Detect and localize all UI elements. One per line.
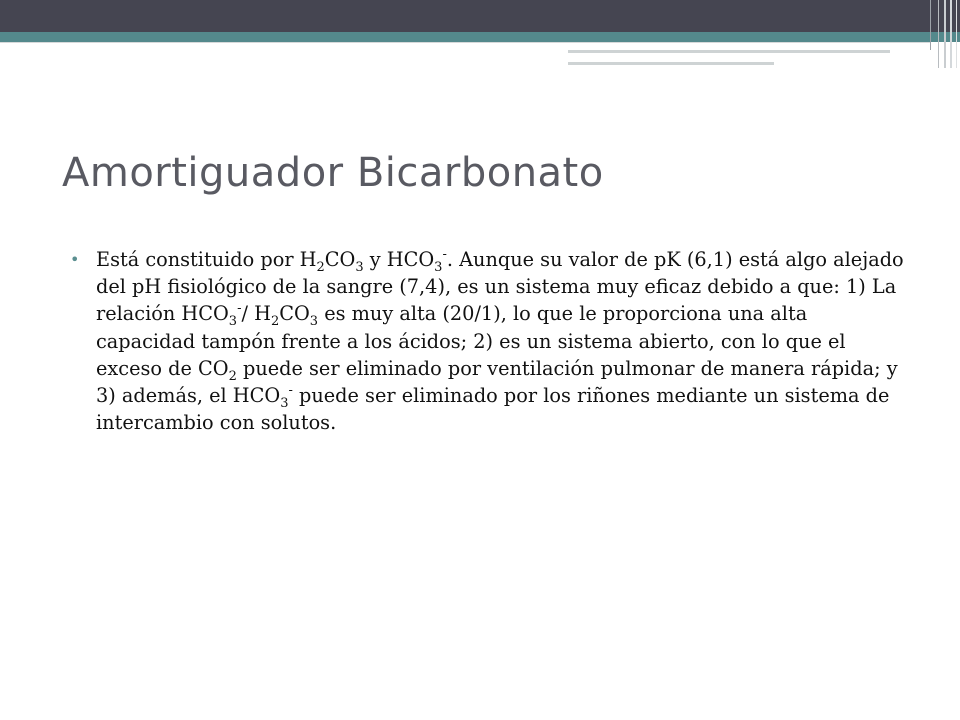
decorative-vertical-line bbox=[930, 0, 931, 50]
decorative-vertical-line bbox=[950, 0, 952, 68]
slide-body bbox=[72, 246, 912, 436]
slide-title: Amortiguador Bicarbonato bbox=[62, 150, 604, 196]
decorative-vertical-line bbox=[956, 0, 957, 68]
bullet-icon: • bbox=[70, 250, 80, 269]
divider-line bbox=[568, 62, 774, 65]
header-bar bbox=[0, 0, 960, 32]
divider-line bbox=[568, 53, 890, 54]
divider-line bbox=[0, 42, 930, 43]
accent-bar bbox=[0, 32, 960, 42]
bullet-paragraph: Está constituido por $H_2CO_3$ y $HCO_3^-$. Aunque su valor de pK (6,1) está algo alejado del pH fisiológico de la sangre (7,4), es un sistema muy eficaz debido a que: 1) La relación $HCO_3^-/$ $H_2CO_3$ es muy alta (20/1), lo que le proporciona una alta capacidad tampón frente a los ácidos; 2) es un sistema abierto, con lo que el exceso de $CO_2$ puede ser eliminado por ventilación pulmonar de manera rápida; y 3) además, el $HCO_3^-$ puede ser eliminado por los riñones mediante un sistema de intercambio con solutos. bbox=[96, 247, 904, 435]
decorative-vertical-line bbox=[938, 0, 939, 68]
decorative-vertical-line bbox=[944, 0, 946, 68]
